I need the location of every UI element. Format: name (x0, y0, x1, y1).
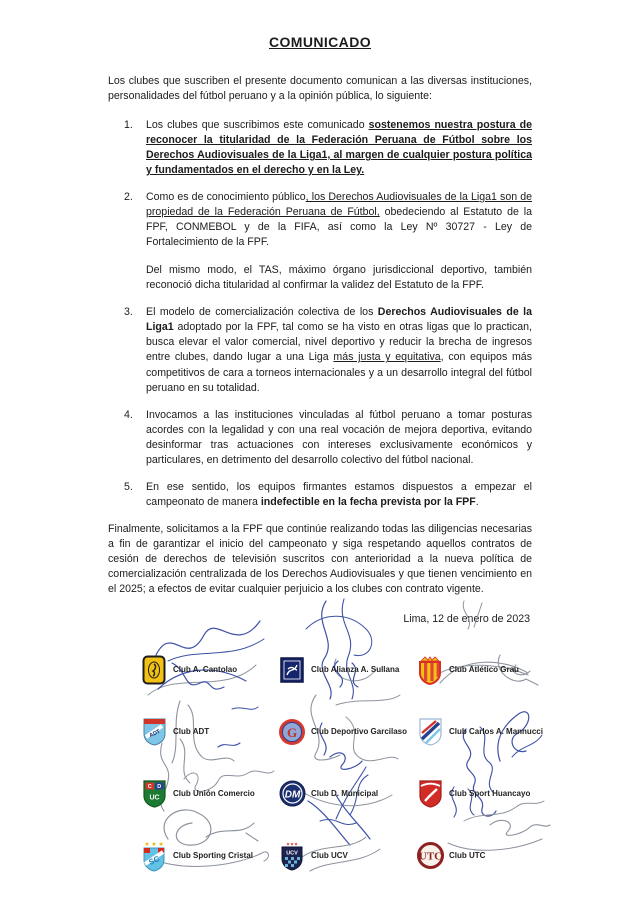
list-item-5 (124, 480, 532, 510)
list-item-1 (124, 118, 532, 178)
signature-ucv (276, 819, 414, 881)
sporting-cristal-crest-icon (140, 841, 168, 871)
signature-deportivo-municipal (276, 757, 414, 819)
svg-text:ADT: ADT (148, 729, 161, 740)
atletico-grau-crest-icon (416, 655, 444, 685)
signature-cantolao (138, 633, 276, 695)
club-label: Club Carlos A. Mannucci (449, 727, 543, 737)
signature-union-comercio (138, 757, 276, 819)
signature-adt (138, 695, 276, 757)
item-number: 3. (124, 306, 133, 319)
club-label: Club Alianza A. Sullana (311, 665, 400, 675)
item-number: 1. (124, 119, 133, 132)
club-label: Club D. Municipal (311, 789, 379, 799)
utc-crest-icon (416, 841, 444, 871)
item-number: 4. (124, 408, 133, 421)
numbered-list (124, 118, 532, 510)
svg-text:UTC: UTC (418, 850, 442, 863)
club-label: Club Sport Huancayo (449, 789, 531, 799)
signature-carlos-mannucci (414, 695, 542, 757)
svg-text:UCV: UCV (286, 850, 298, 857)
signature-sport-huancayo (414, 757, 542, 819)
signature-alianza-sullana (276, 633, 414, 695)
club-label: Club UTC (449, 851, 486, 861)
club-label: Club Deportivo Garcilaso (311, 727, 408, 737)
sport-huancayo-crest-icon (416, 779, 444, 809)
closing-paragraph: Finalmente, solicitamos a la FPF que continúe realizando todas las diligencias necesarias a fin de garantizar el inicio del campeonato y siga respetando aquellos contratos de cesión de derechos de televisión suscritos con anterioridad a la nueva política de comercialización centralizada de los Derechos Audiovisuales y que tienen vencimiento en el 2025; a efectos de evitar cualquier perjuicio a los clubes con contrato vigente. (108, 522, 532, 595)
club-label: Club Unión Comercio (173, 789, 255, 799)
svg-text:SC: SC (147, 853, 162, 867)
item-text: En ese sentido, los equipos firmantes estamos dispuestos a empezar el campeonato de manera indefectible en la fecha prevista por la FPF. (146, 480, 532, 508)
ucv-crest-icon (278, 841, 306, 871)
svg-text:G: G (286, 724, 298, 740)
carlos-mannucci-crest-icon (416, 717, 444, 747)
list-item-2 (124, 190, 532, 293)
club-label: Club Atlético Grau (449, 665, 519, 675)
signatures-grid (138, 633, 542, 881)
union-comercio-crest-icon (140, 779, 168, 809)
signature-sporting-cristal (138, 819, 276, 881)
dateline: Lima, 12 de enero de 2023 (403, 612, 530, 625)
signature-utc (414, 819, 542, 881)
cantolao-crest-icon (140, 655, 168, 685)
list-item-4 (124, 408, 532, 468)
item-text: Los clubes que suscribimos este comunicado sostenemos nuestra postura de reconocer la titularidad de la Federación Peruana de Fútbol sobre los Derechos Audiovisuales de la Liga1, al margen de cualquier postura política y fundamentados en el derecho y en la Ley. (146, 119, 532, 177)
item-text: Invocamos a las instituciones vinculadas al fútbol peruano a tomar posturas acordes con la legalidad y con una real vocación de mejora deportiva, evitando desinformar tras actuaciones con intereses exclusivamente económicos y particulares, en detrimento del desarrollo colectivo del fútbol nacional. (146, 408, 532, 466)
alianza-sullana-crest-icon (278, 655, 306, 685)
svg-text:DM: DM (284, 789, 300, 801)
svg-text:C: C (147, 784, 152, 791)
club-label: Club ADT (173, 727, 210, 737)
signatures-section (138, 633, 542, 881)
item-number: 2. (124, 191, 133, 204)
svg-text:UC: UC (148, 794, 160, 802)
club-label: Club UCV (311, 851, 348, 861)
club-label: Club A. Cantolao (173, 665, 238, 675)
deportivo-municipal-crest-icon (278, 779, 306, 809)
intro-paragraph: Los clubes que suscriben el presente documento comunican a las diversas instituciones, personalidades del fútbol peruano y a la opinión pública, lo siguiente: (108, 75, 532, 103)
svg-text:★★★: ★★★ (285, 841, 299, 847)
item-text: El modelo de comercialización colectiva de los Derechos Audiovisuales de la Liga1 adoptado por la FPF, tal como se ha visto en otras ligas que lo practican, busca elevar el valor comercial, nivel deportivo y reducir la brecha de ingresos entre clubes, dando lugar a una Liga más justa y equitativa, con equipos más competitivos de cara a torneos internacionales y a un desarrollo integral del fútbol peruano en su totalidad. (146, 306, 532, 394)
item-text: Como es de conocimiento público, los Derechos Audiovisuales de la Liga1 son de propiedad de la Federación Peruana de Fútbol, obedeciendo al Estatuto de la FPF, CONMEBOL y de la FIFA, así como la Ley Nº 30727 - Ley de Fortalecimiento de la FPF. Del mismo modo, el TAS, máximo órgano jurisdiccional deportivo, también reconoció dicha titularidad al confirmar la validez del Estatuto de la FPF. (146, 191, 532, 292)
svg-text:D: D (156, 784, 161, 791)
deportivo-garcilaso-crest-icon (278, 717, 306, 747)
item-number: 5. (124, 480, 133, 493)
signature-atletico-grau (414, 633, 542, 695)
adt-crest-icon (140, 717, 168, 747)
list-item-3 (124, 305, 532, 395)
svg-text:★ ★ ★: ★ ★ ★ (144, 841, 164, 848)
signature-deportivo-garcilaso (276, 695, 414, 757)
document-title: COMUNICADO (269, 34, 371, 50)
club-label: Club Sporting Cristal (173, 851, 253, 861)
